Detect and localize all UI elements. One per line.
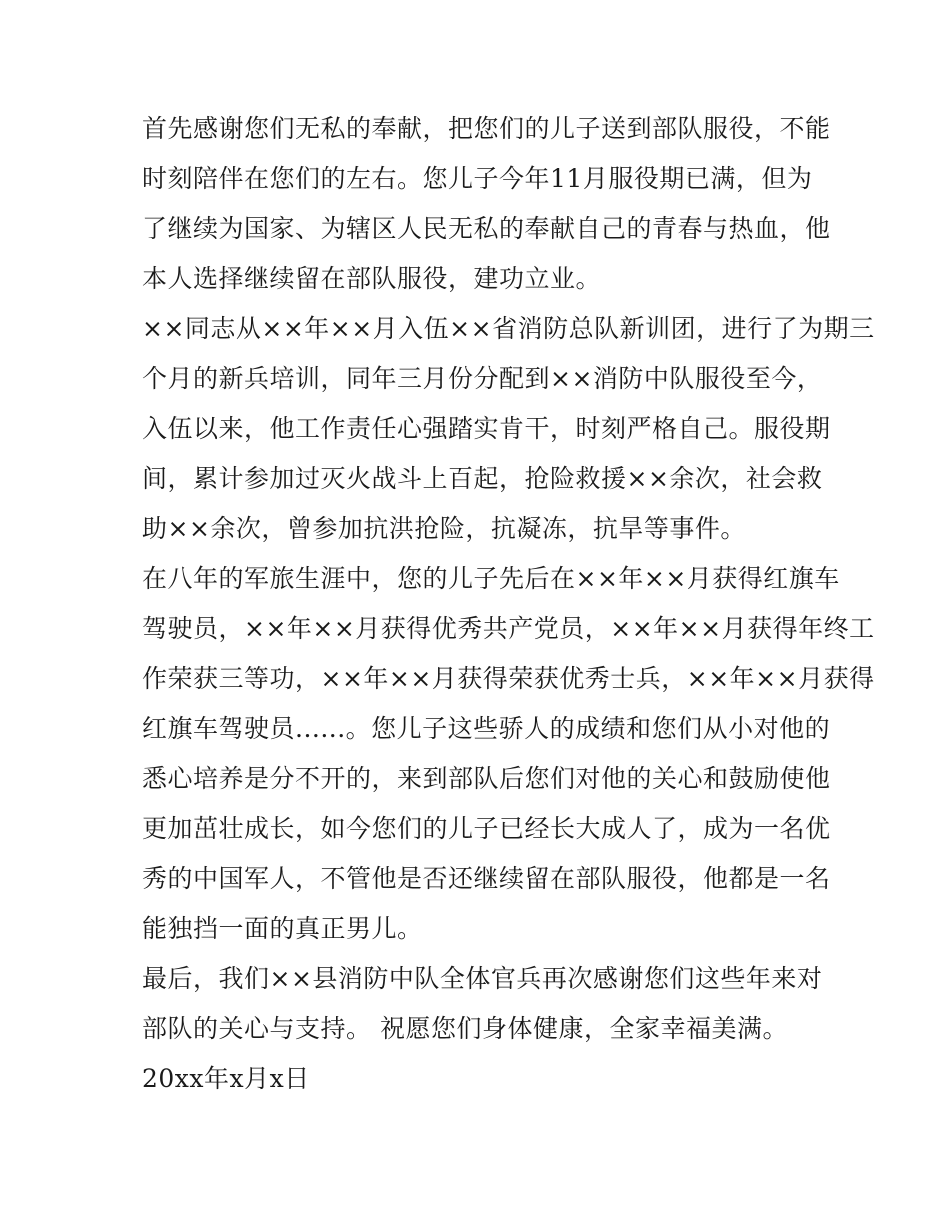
text-line: 驾驶员，××年××月获得优秀共产党员，××年××月获得年终工 <box>142 614 875 643</box>
text-line: 最后，我们××县消防中队全体官兵再次感谢您们这些年来对 <box>142 964 823 993</box>
paragraph-thanks <box>142 104 831 304</box>
text-line: 首先感谢您们无私的奉献，把您们的儿子送到部队服役，不能 <box>142 114 831 143</box>
text-line: 更加茁壮成长，如今您们的儿子已经长大成人了，成为一名优 <box>142 814 831 843</box>
text-line: ××同志从××年××月入伍××省消防总队新训团，进行了为期三 <box>142 314 875 343</box>
text-line: 间，累计参加过灭火战斗上百起，抢险救援××余次，社会救 <box>142 464 823 493</box>
text-line: 个月的新兵培训，同年三月份分配到××消防中队服役至今， <box>142 364 823 393</box>
text-line: 红旗车驾驶员......。您儿子这些骄人的成绩和您们从小对他的 <box>142 714 831 743</box>
text-line: 作荣获三等功，××年××月获得荣获优秀士兵，××年××月获得 <box>142 664 875 693</box>
paragraph-achievements <box>142 554 875 954</box>
text-line: 秀的中国军人，不管他是否还继续留在部队服役，他都是一名 <box>142 864 831 893</box>
letter-body <box>142 104 875 1104</box>
text-line: 时刻陪伴在您们的左右。您儿子今年11月服役期已满，但为 <box>142 164 813 193</box>
text-line: 部队的关心与支持。 祝愿您们身体健康，全家幸福美满。 <box>142 1014 788 1043</box>
text-line: 入伍以来，他工作责任心强踏实肯干，时刻严格自己。服役期 <box>142 414 831 443</box>
paragraph-closing <box>142 954 823 1054</box>
text-line: 了继续为国家、为辖区人民无私的奉献自己的青春与热血，他 <box>142 214 831 243</box>
letter-date <box>142 1054 814 1104</box>
text-line: 能独挡一面的真正男儿。 <box>142 914 423 943</box>
paragraph-service-record <box>142 304 875 554</box>
text-line: 助××余次，曾参加抗洪抢险，抗凝冻，抗旱等事件。 <box>142 514 746 543</box>
text-line: 本人选择继续留在部队服役，建功立业。 <box>142 264 602 293</box>
text-line: 悉心培养是分不开的，来到部队后您们对他的关心和鼓励使他 <box>142 764 831 793</box>
text-line: 在八年的军旅生涯中，您的儿子先后在××年××月获得红旗车 <box>142 564 840 593</box>
date-line: 20xx年x月x日 <box>142 1064 310 1093</box>
